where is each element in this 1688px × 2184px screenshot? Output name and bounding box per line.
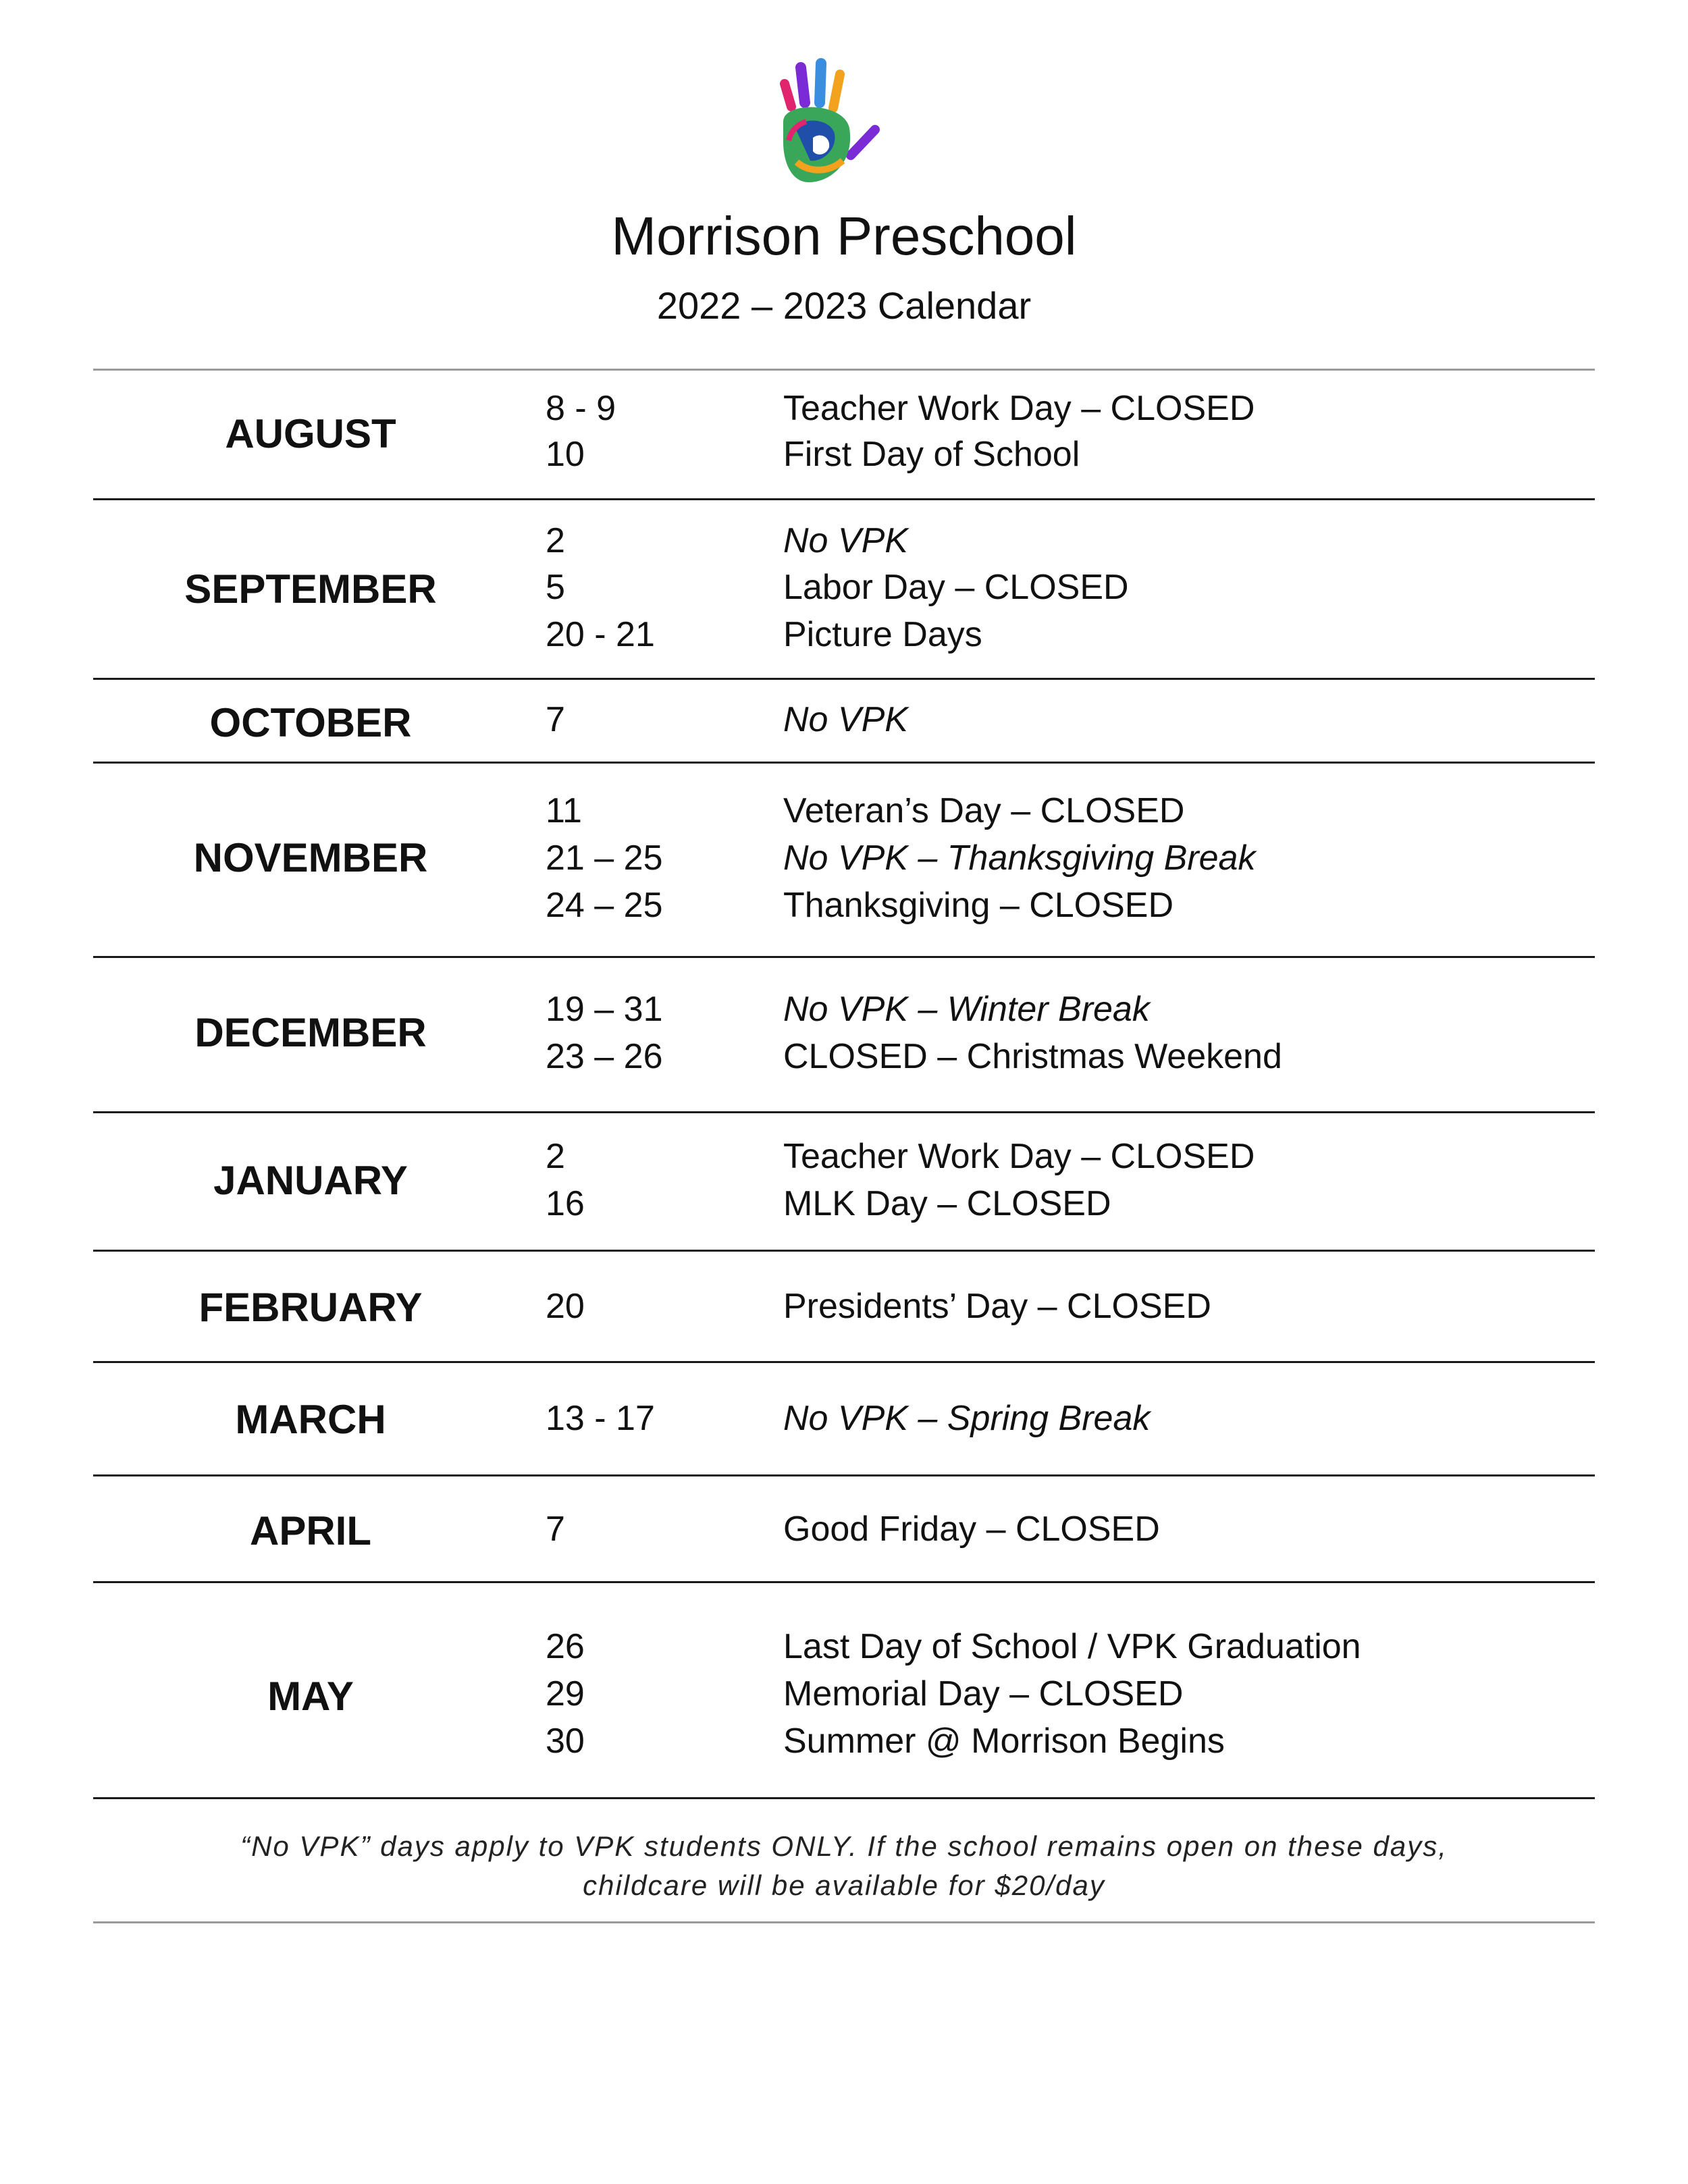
row-divider xyxy=(93,1797,1595,1799)
event-description: MLK Day – CLOSED xyxy=(783,1184,1111,1223)
event-description: Summer @ Morrison Begins xyxy=(783,1722,1225,1761)
footnote-bottom-rule xyxy=(93,1921,1595,1923)
month-label-february: FEBRUARY xyxy=(199,1285,423,1330)
event-date: 24 – 25 xyxy=(546,886,663,925)
row-divider xyxy=(93,1250,1595,1252)
table-top-rule xyxy=(93,369,1595,371)
event-description: CLOSED – Christmas Weekend xyxy=(783,1037,1282,1076)
month-label-september: SEPTEMBER xyxy=(184,566,437,612)
event-description: Teacher Work Day – CLOSED xyxy=(783,389,1255,428)
event-date: 5 xyxy=(546,568,565,607)
month-label-january: JANUARY xyxy=(213,1158,408,1203)
event-description: Teacher Work Day – CLOSED xyxy=(783,1137,1255,1176)
event-date: 2 xyxy=(546,1137,565,1176)
event-date: 13 - 17 xyxy=(546,1399,655,1438)
event-description: First Day of School xyxy=(783,435,1080,474)
event-description: Picture Days xyxy=(783,615,982,654)
month-label-october: OCTOBER xyxy=(209,700,412,745)
event-date: 7 xyxy=(546,1510,565,1549)
row-divider xyxy=(93,1111,1595,1113)
event-date: 11 xyxy=(546,791,582,830)
month-label-november: NOVEMBER xyxy=(193,835,428,880)
month-label-may: MAY xyxy=(267,1674,354,1719)
row-divider xyxy=(93,678,1595,680)
event-description: Labor Day – CLOSED xyxy=(783,568,1129,607)
handprint-logo-icon xyxy=(756,54,905,203)
event-date: 23 – 26 xyxy=(546,1037,663,1076)
event-description: Veteran’s Day – CLOSED xyxy=(783,791,1185,830)
row-divider xyxy=(93,1361,1595,1363)
event-description: Memorial Day – CLOSED xyxy=(783,1674,1184,1713)
event-description: No VPK xyxy=(783,700,908,739)
month-label-august: AUGUST xyxy=(225,411,396,456)
event-date: 8 - 9 xyxy=(546,389,616,428)
month-label-march: MARCH xyxy=(235,1397,386,1442)
event-description: No VPK xyxy=(783,521,908,560)
event-date: 26 xyxy=(546,1627,585,1666)
event-date: 19 – 31 xyxy=(546,990,663,1029)
event-description: No VPK – Winter Break xyxy=(783,990,1150,1029)
event-date: 29 xyxy=(546,1674,585,1713)
event-description: Last Day of School / VPK Graduation xyxy=(783,1627,1361,1666)
event-description: Good Friday – CLOSED xyxy=(783,1510,1160,1549)
row-divider xyxy=(93,498,1595,500)
event-description: Thanksgiving – CLOSED xyxy=(783,886,1174,925)
event-description: No VPK – Spring Break xyxy=(783,1399,1151,1438)
calendar-title: 2022 – 2023 Calendar xyxy=(656,284,1032,327)
event-date: 10 xyxy=(546,435,585,474)
event-description: Presidents’ Day – CLOSED xyxy=(783,1287,1211,1326)
event-date: 21 – 25 xyxy=(546,838,663,878)
footnote-line-2: childcare will be available for $20/day xyxy=(583,1869,1105,1901)
event-date: 30 xyxy=(546,1722,585,1761)
month-label-december: DECEMBER xyxy=(194,1010,427,1055)
event-description: No VPK – Thanksgiving Break xyxy=(783,838,1256,878)
month-label-april: APRIL xyxy=(250,1508,371,1553)
school-name: Morrison Preschool xyxy=(611,206,1077,266)
footnote-line-1: “No VPK” days apply to VPK students ONLY. If the school remains open on these days, xyxy=(240,1830,1448,1862)
row-divider xyxy=(93,762,1595,764)
row-divider xyxy=(93,956,1595,958)
event-date: 7 xyxy=(546,700,565,739)
event-date: 16 xyxy=(546,1184,585,1223)
row-divider xyxy=(93,1474,1595,1476)
event-date: 20 xyxy=(546,1287,585,1326)
row-divider xyxy=(93,1581,1595,1583)
event-date: 2 xyxy=(546,521,565,560)
event-date: 20 - 21 xyxy=(546,615,655,654)
